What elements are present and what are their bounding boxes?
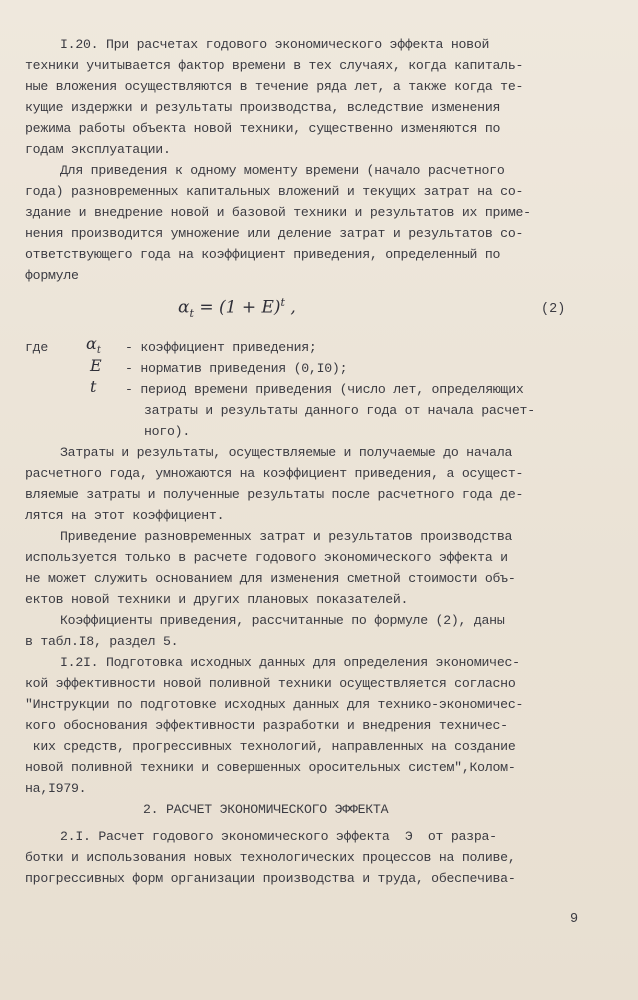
text-line: Приведение разновременных затрат и результатов производства — [60, 529, 513, 544]
text-line: режима работы объекта новой техники, существенно изменяются по — [25, 121, 501, 136]
text-line: кой эффективности новой поливной техники осуществляется согласно — [25, 676, 516, 691]
text-line: ответствующего года на коэффициент приведения, определенный по — [25, 247, 501, 262]
text-line: в табл.I8, раздел 5. — [25, 634, 179, 649]
text-line: Коэффициенты приведения, рассчитанные по формуле (2), даны — [60, 613, 505, 628]
text-line: I.20. При расчетах годового экономического эффекта новой — [60, 37, 490, 52]
text-line: лятся на этот коэффициент. — [25, 508, 225, 523]
text-line: годам эксплуатации. — [25, 142, 171, 157]
definition-line: - период времени приведения (число лет, определяющих — [125, 382, 524, 397]
symbol-alpha-t: $\alpha_t$ — [86, 334, 101, 357]
text-line: на,I979. — [25, 781, 87, 796]
text-line: кого обоснования эффективности разработки и внедрения техничес- — [25, 718, 508, 733]
section-heading: 2. РАСЧЕТ ЭКОНОМИЧЕСКОГО ЭФФЕКТА — [143, 802, 389, 817]
text-line: техники учитывается фактор времени в тех случаях, когда капиталь- — [25, 58, 524, 73]
text-line: формуле — [25, 268, 79, 283]
text-line: здание и внедрение новой и базовой техники и результатов их приме- — [25, 205, 531, 220]
definition-line: затраты и результаты данного года от начала расчет- — [144, 403, 535, 418]
text-line: "Инструкции по подготовке исходных данных для технико-экономичес- — [25, 697, 524, 712]
where-label: где — [25, 340, 48, 355]
symbol-E: E — [90, 356, 102, 375]
text-line: кущие издержки и результаты производства, вследствие изменения — [25, 100, 501, 115]
text-line: ектов новой техники и других плановых показателей. — [25, 592, 409, 607]
text-line: ботки и использования новых технологических процессов на поливе, — [25, 850, 516, 865]
text-line: используется только в расчете годового экономического эффекта и — [25, 550, 508, 565]
text-line: Затраты и результаты, осуществляемые и получаемые до начала — [60, 445, 513, 460]
equation-number: (2) — [541, 302, 566, 317]
text-line: Для приведения к одному моменту времени (начало расчетного — [60, 163, 505, 178]
text-line: года) разновременных капитальных вложений и текущих затрат на со- — [25, 184, 524, 199]
text-line: новой поливной техники и совершенных оросительных систем",Колом- — [25, 760, 516, 775]
text-line: вляемые затраты и полученные результаты после расчетного года де- — [25, 487, 524, 502]
text-line: прогрессивных форм организации производства и труда, обеспечива- — [25, 871, 516, 886]
page-number: 9 — [570, 912, 579, 927]
text-line: I.2I. Подготовка исходных данных для определения экономичес- — [60, 655, 520, 670]
text-line: расчетного года, умножаются на коэффициент приведения, а осущест- — [25, 466, 524, 481]
formula-expression: $\alpha_t = (1 + E)^t$ , — [178, 296, 296, 321]
text-line: 2.I. Расчет годового экономического эффекта Э от разра- — [60, 829, 497, 844]
symbol-t: t — [90, 377, 97, 396]
text-line: ких средств, прогрессивных технологий, направленных на создание — [25, 739, 516, 754]
text-line: ные вложения осуществляются в течение ряда лет, а также когда те- — [25, 79, 524, 94]
definition-line: - коэффициент приведения; — [125, 340, 317, 355]
text-line: нения производится умножение или деление затрат и результатов со- — [25, 226, 524, 241]
definition-line: ного). — [144, 424, 190, 439]
text-line: не может служить основанием для изменения сметной стоимости объ- — [25, 571, 516, 586]
definition-line: - норматив приведения (0,I0); — [125, 361, 348, 376]
